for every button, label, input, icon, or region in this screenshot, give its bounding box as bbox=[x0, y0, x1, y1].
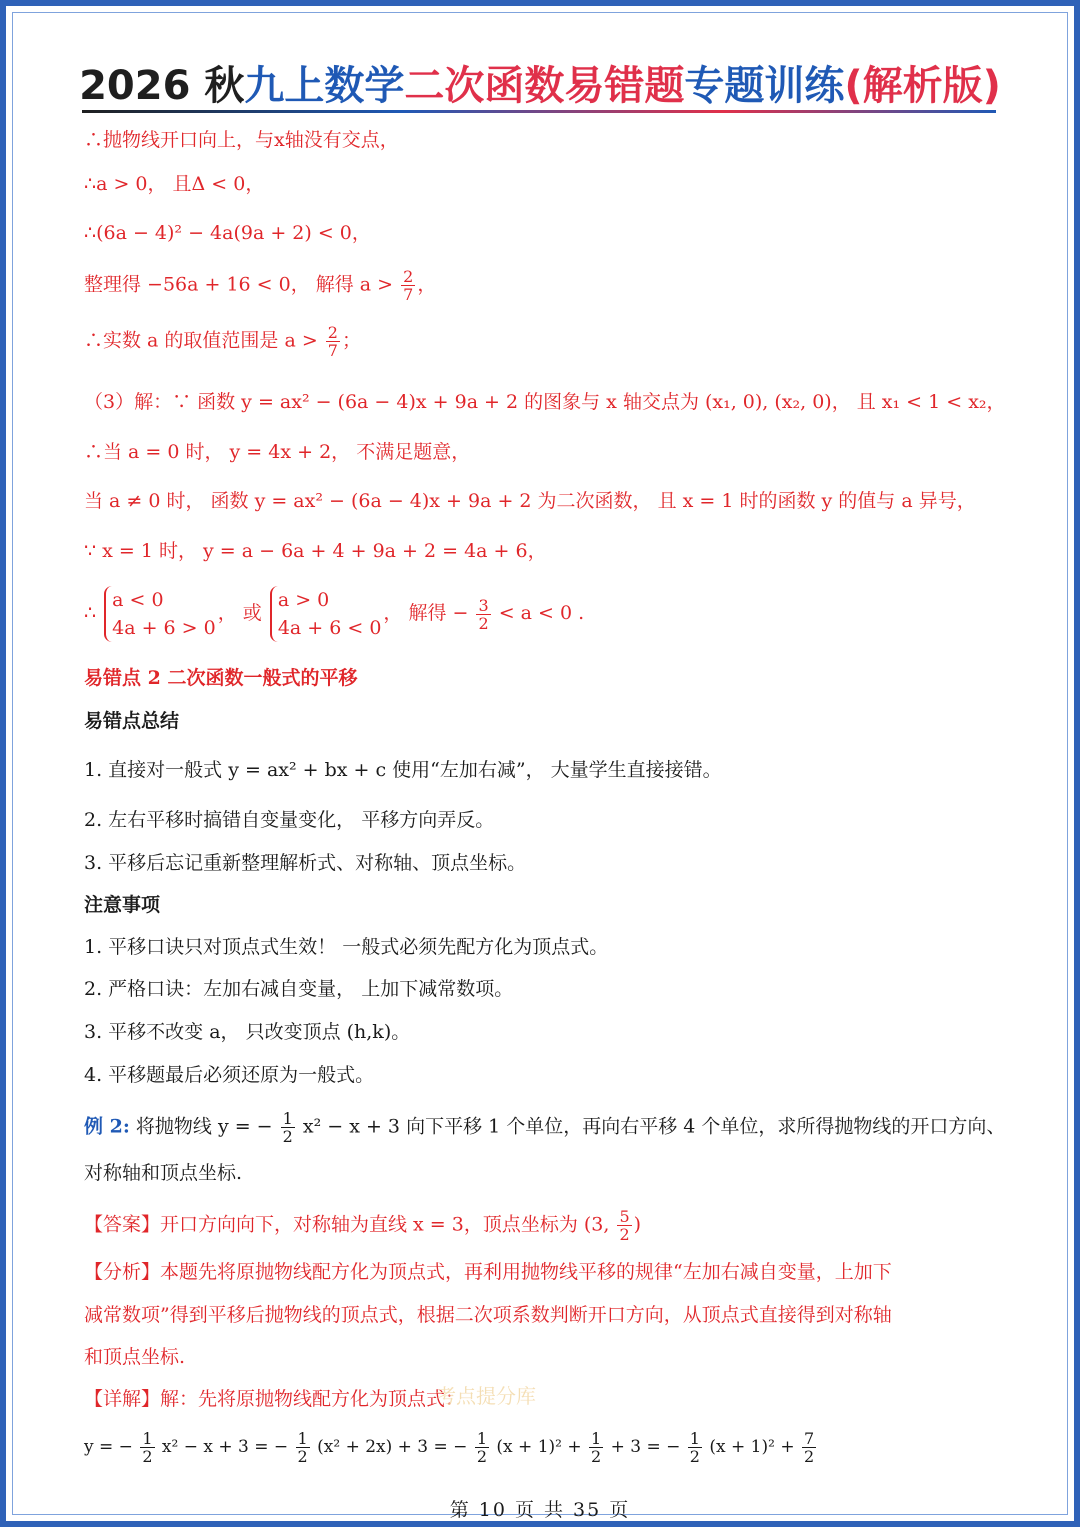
fraction-numerator: 1 bbox=[591, 1429, 602, 1448]
fraction bbox=[401, 268, 415, 303]
answer-line bbox=[84, 1208, 641, 1243]
inequality-system-1 bbox=[104, 586, 216, 642]
summary-item: 2. 左右平移时搞错自变量变化， 平移方向弄反。 bbox=[84, 809, 495, 831]
solution-line-8: 当 a ≠ 0 时， 函数 y = ax² − (6a − 4)x + 9a + 2 为二次函数， 且 x = 1 时的函数 y 的值与 a 异号， bbox=[84, 490, 976, 512]
solution-text: ， 解得 − bbox=[383, 602, 469, 624]
equation-part: (x² + 2x) + 3 = − bbox=[317, 1437, 468, 1457]
therefore-symbol: ∴ bbox=[84, 602, 97, 624]
fraction-numerator: 2 bbox=[327, 323, 338, 342]
fraction-denominator: 2 bbox=[478, 613, 489, 633]
notes-item: 4. 平移题最后必须还原为一般式。 bbox=[84, 1064, 375, 1086]
watermark: 考点提分库 bbox=[436, 1384, 536, 1408]
solution-line-4-text: 整理得 −56a + 16 < 0， 解得 a > bbox=[84, 273, 394, 296]
example-label: 例 2: bbox=[84, 1115, 130, 1138]
solution-line-5-end: ； bbox=[341, 329, 361, 352]
page-footer: 第 10 页 共 35 页 bbox=[449, 1499, 631, 1521]
fraction-numerator: 3 bbox=[478, 595, 489, 615]
solution-line-6: （3）解：∵ 函数 y = ax² − (6a − 4)x + 9a + 2 的图象与 x 轴交点为 (x₁, 0), (x₂, 0)， 且 x₁ < 1 < x₂， bbox=[84, 391, 1006, 413]
fraction-numerator: 2 bbox=[403, 267, 414, 286]
fraction-denominator: 2 bbox=[619, 1225, 630, 1244]
answer-text: 【答案】开口方向向下，对称轴为直线 x = 3，顶点坐标为 (3, bbox=[84, 1213, 610, 1236]
fraction-denominator: 7 bbox=[403, 285, 414, 304]
fraction-numerator: 1 bbox=[689, 1429, 700, 1448]
solution-line-9: ∵ x = 1 时， y = a − 6a + 4 + 9a + 2 = 4a + 6， bbox=[84, 540, 547, 562]
fraction-numerator: 1 bbox=[297, 1429, 308, 1448]
solution-line-4 bbox=[84, 268, 436, 303]
equation-part: x² − x + 3 = − bbox=[161, 1437, 289, 1457]
fraction bbox=[589, 1430, 603, 1465]
detail-equation bbox=[84, 1430, 818, 1465]
inequality-system-2 bbox=[270, 586, 382, 642]
example-text: x² − x + 3 向下平移 1 个单位，再向右平移 4 个单位，求所得抛物线的开口方向、 bbox=[302, 1115, 1006, 1138]
fraction bbox=[476, 597, 490, 632]
system-row: a < 0 bbox=[112, 589, 164, 611]
fraction bbox=[475, 1430, 489, 1465]
solution-line-3: ∴(6a − 4)² − 4a(9a + 2) < 0， bbox=[84, 222, 371, 244]
system-row: 4a + 6 > 0 bbox=[112, 617, 216, 639]
fraction-numerator: 1 bbox=[476, 1429, 488, 1448]
equation-part: (x + 1)² + bbox=[496, 1437, 582, 1457]
summary-item: 3. 平移后忘记重新整理解析式、对称轴、顶点坐标。 bbox=[84, 852, 527, 874]
solution-line-5 bbox=[84, 324, 361, 359]
fraction-numerator: 5 bbox=[619, 1207, 630, 1226]
fraction bbox=[688, 1430, 702, 1465]
solution-line-4-end: ， bbox=[417, 273, 437, 296]
equation-part: y = − bbox=[84, 1437, 133, 1457]
fraction-denominator: 2 bbox=[689, 1447, 700, 1466]
solution-line-1: ∴抛物线开口向上，与x轴没有交点， bbox=[84, 129, 399, 151]
fraction bbox=[617, 1208, 631, 1243]
fraction-denominator: 2 bbox=[142, 1447, 153, 1466]
fraction-denominator: 2 bbox=[803, 1447, 815, 1466]
solution-text-end: < a < 0 . bbox=[498, 602, 585, 624]
summary-item: 1. 直接对一般式 y = ax² + bx + c 使用“左加右减”， 大量学生直接接错。 bbox=[84, 759, 722, 781]
or-text: ， 或 bbox=[217, 602, 262, 624]
example-text: 将抛物线 y = − bbox=[135, 1115, 273, 1138]
notes-item: 1. 平移口诀只对顶点式生效！ 一般式必须先配方化为顶点式。 bbox=[84, 936, 609, 958]
solution-line-7: ∴当 a = 0 时， y = 4x + 2， 不满足题意， bbox=[84, 441, 471, 463]
fraction bbox=[140, 1430, 154, 1465]
fraction-numerator: 7 bbox=[803, 1429, 815, 1448]
fraction bbox=[281, 1110, 295, 1145]
summary-heading: 易错点总结 bbox=[84, 710, 180, 732]
detail-line-1: 【详解】解：先将原抛物线配方化为顶点式： bbox=[84, 1388, 465, 1410]
header-part-training: 专题训练 bbox=[684, 63, 845, 109]
answer-end: ) bbox=[633, 1213, 642, 1236]
fraction-denominator: 2 bbox=[282, 1127, 293, 1146]
page-header-title bbox=[6, 54, 1074, 111]
notes-heading: 注意事项 bbox=[84, 894, 161, 916]
solution-line-2: ∴a > 0， 且Δ < 0， bbox=[84, 173, 265, 195]
notes-item: 3. 平移不改变 a， 只改变顶点 (h,k)。 bbox=[84, 1021, 411, 1043]
header-part-topic: 二次函数易错题 bbox=[404, 63, 685, 109]
fraction-denominator: 7 bbox=[327, 341, 338, 360]
fraction-denominator: 2 bbox=[591, 1447, 602, 1466]
example-line-1 bbox=[84, 1110, 1005, 1145]
fraction-numerator: 1 bbox=[142, 1429, 153, 1448]
equation-part: (x + 1)² + bbox=[709, 1437, 795, 1457]
system-row: 4a + 6 < 0 bbox=[277, 617, 382, 639]
solution-line-10 bbox=[84, 586, 584, 642]
fraction-numerator: 1 bbox=[282, 1109, 293, 1128]
header-part-year: 2026 秋 bbox=[79, 63, 245, 109]
notes-item: 2. 严格口诀：左加右减自变量， 上加下减常数项。 bbox=[84, 978, 514, 1000]
example-line-2: 对称轴和顶点坐标. bbox=[84, 1162, 243, 1184]
header-part-edition: (解析版) bbox=[844, 63, 1001, 109]
fraction bbox=[326, 324, 340, 359]
equation-part: + 3 = − bbox=[610, 1437, 681, 1457]
analysis-line-3: 和顶点坐标. bbox=[84, 1346, 186, 1368]
fraction-denominator: 2 bbox=[297, 1447, 308, 1466]
header-underline bbox=[82, 110, 996, 113]
system-row: a > 0 bbox=[277, 589, 330, 611]
fraction bbox=[802, 1430, 816, 1465]
fraction bbox=[296, 1430, 310, 1465]
solution-line-5-text: ∴实数 a 的取值范围是 a > bbox=[84, 329, 318, 352]
analysis-line-2: 减常数项”得到平移后抛物线的顶点式，根据二次项系数判断开口方向，从顶点式直接得到对称轴 bbox=[84, 1304, 892, 1326]
section-title: 易错点 2 二次函数一般式的平移 bbox=[84, 667, 358, 689]
analysis-line-1: 【分析】本题先将原抛物线配方化为顶点式，再利用抛物线平移的规律“左加右减自变量，上加下 bbox=[84, 1261, 892, 1283]
header-part-grade: 九上数学 bbox=[244, 63, 405, 109]
fraction-denominator: 2 bbox=[476, 1447, 488, 1466]
